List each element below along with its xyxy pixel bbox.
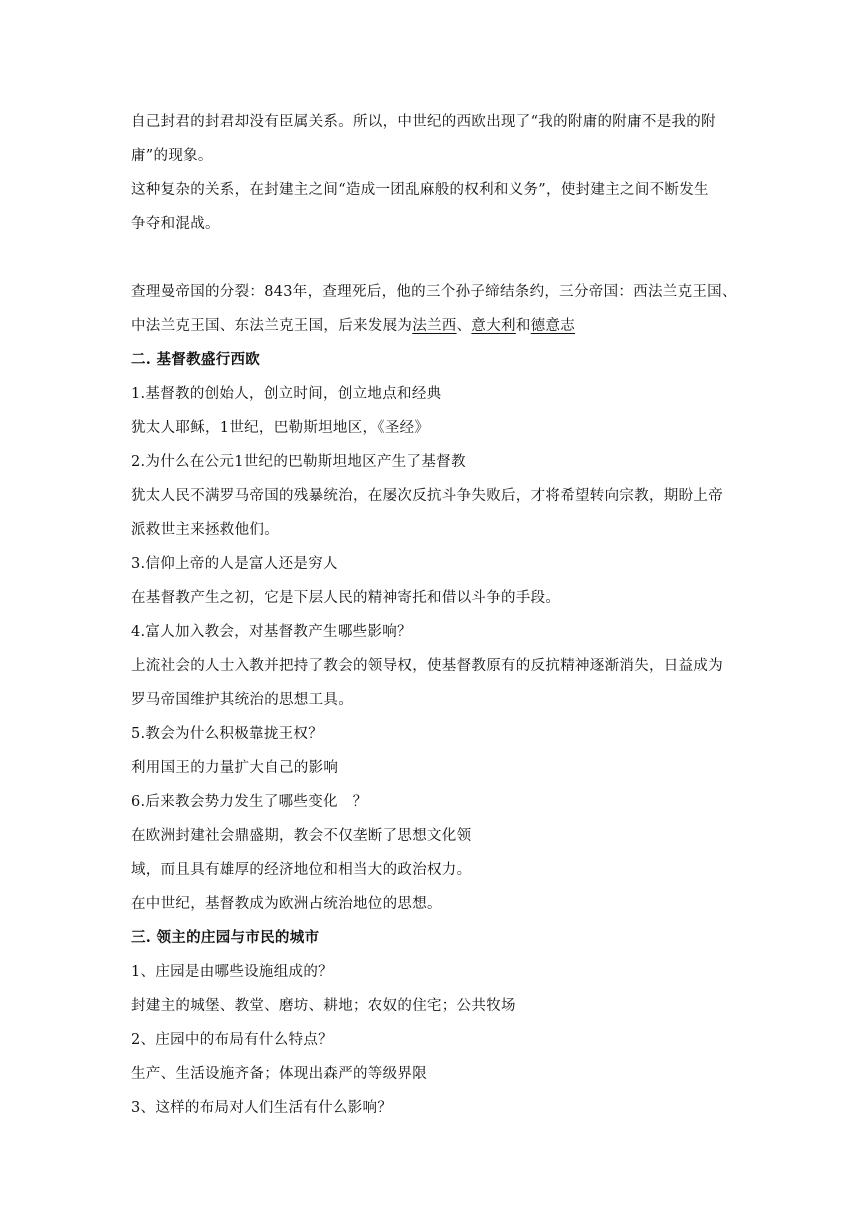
text-line: 查理曼帝国的分裂：843年，查理死后，他的三个孙子缔结条约，三分帝国：西法兰克王国、 <box>131 284 737 300</box>
text-line: 6.后来教会势力发生了哪些变化 ？ <box>131 794 368 810</box>
text-line <box>131 316 575 336</box>
text-run: 、 <box>456 318 472 334</box>
text-line: 2、庄园中的布局有什么特点？ <box>131 1032 333 1048</box>
section-heading: 三. 领主的庄园与市民的城市 <box>131 929 320 946</box>
text-line: 封建主的城堡、教堂、磨坊、耕地；农奴的住宅；公共牧场 <box>131 998 516 1014</box>
text-line: 1、庄园是由哪些设施组成的？ <box>131 964 333 980</box>
text-line: 庸”的现象。 <box>131 148 213 164</box>
text-line: 自己封君的封君却没有臣属关系。所以，中世纪的西欧出现了“我的附庸的附庸不是我的附 <box>131 114 716 130</box>
text-line: 利用国王的力量扩大自己的影响 <box>131 760 339 776</box>
text-line: 在欧洲封建社会鼎盛期，教会不仅垄断了思想文化领 <box>131 828 472 844</box>
text-line: 在基督教产生之初，它是下层人民的精神寄托和借以斗争的手段。 <box>131 590 561 606</box>
text-line: 生产、生活设施齐备；体现出森严的等级界限 <box>131 1066 427 1082</box>
text-line: 4.富人加入教会，对基督教产生哪些影响？ <box>131 624 412 640</box>
text-line: 上流社会的人士入教并把持了教会的领导权，使基督教原有的反抗精神逐渐消失，日益成为 <box>131 658 723 674</box>
text-line: 3、这样的布局对人们生活有什么影响？ <box>131 1100 393 1116</box>
text-line: 在中世纪，基督教成为欧洲占统治地位的思想。 <box>131 896 442 912</box>
underlined-term: 法兰西 <box>412 318 457 334</box>
text-line: 3.信仰上帝的人是富人还是穷人 <box>131 556 338 572</box>
text-line: 5.教会为什么积极靠拢王权？ <box>131 726 324 742</box>
text-line: 犹太人民不满罗马帝国的残暴统治，在屡次反抗斗争失败后，才将希望转向宗教，期盼上帝 <box>131 488 723 504</box>
underlined-term: 意大利 <box>471 318 516 334</box>
text-line: 这种复杂的关系，在封建主之间“造成一团乱麻般的权利和义务”，使封建主之间不断发生 <box>131 182 709 198</box>
text-line: 1.基督教的创始人，创立时间，创立地点和经典 <box>131 386 442 402</box>
underlined-term: 德意志 <box>530 318 576 334</box>
text-line: 域，而且具有雄厚的经济地位和相当大的政治权力。 <box>131 862 472 878</box>
section-heading: 二. 基督教盛行西欧 <box>131 351 261 368</box>
text-run: 中法兰克王国、东法兰克王国，后来发展为 <box>131 318 413 334</box>
text-line: 犹太人耶稣，1世纪，巴勒斯坦地区，《圣经》 <box>131 420 430 436</box>
text-run: 和 <box>515 318 531 334</box>
text-line: 派救世主来拯救他们。 <box>131 522 279 538</box>
text-line: 2.为什么在公元1世纪的巴勒斯坦地区产生了基督教 <box>131 454 466 470</box>
text-line: 罗马帝国维护其统治的思想工具。 <box>131 692 353 708</box>
text-line: 争夺和混战。 <box>131 216 220 232</box>
